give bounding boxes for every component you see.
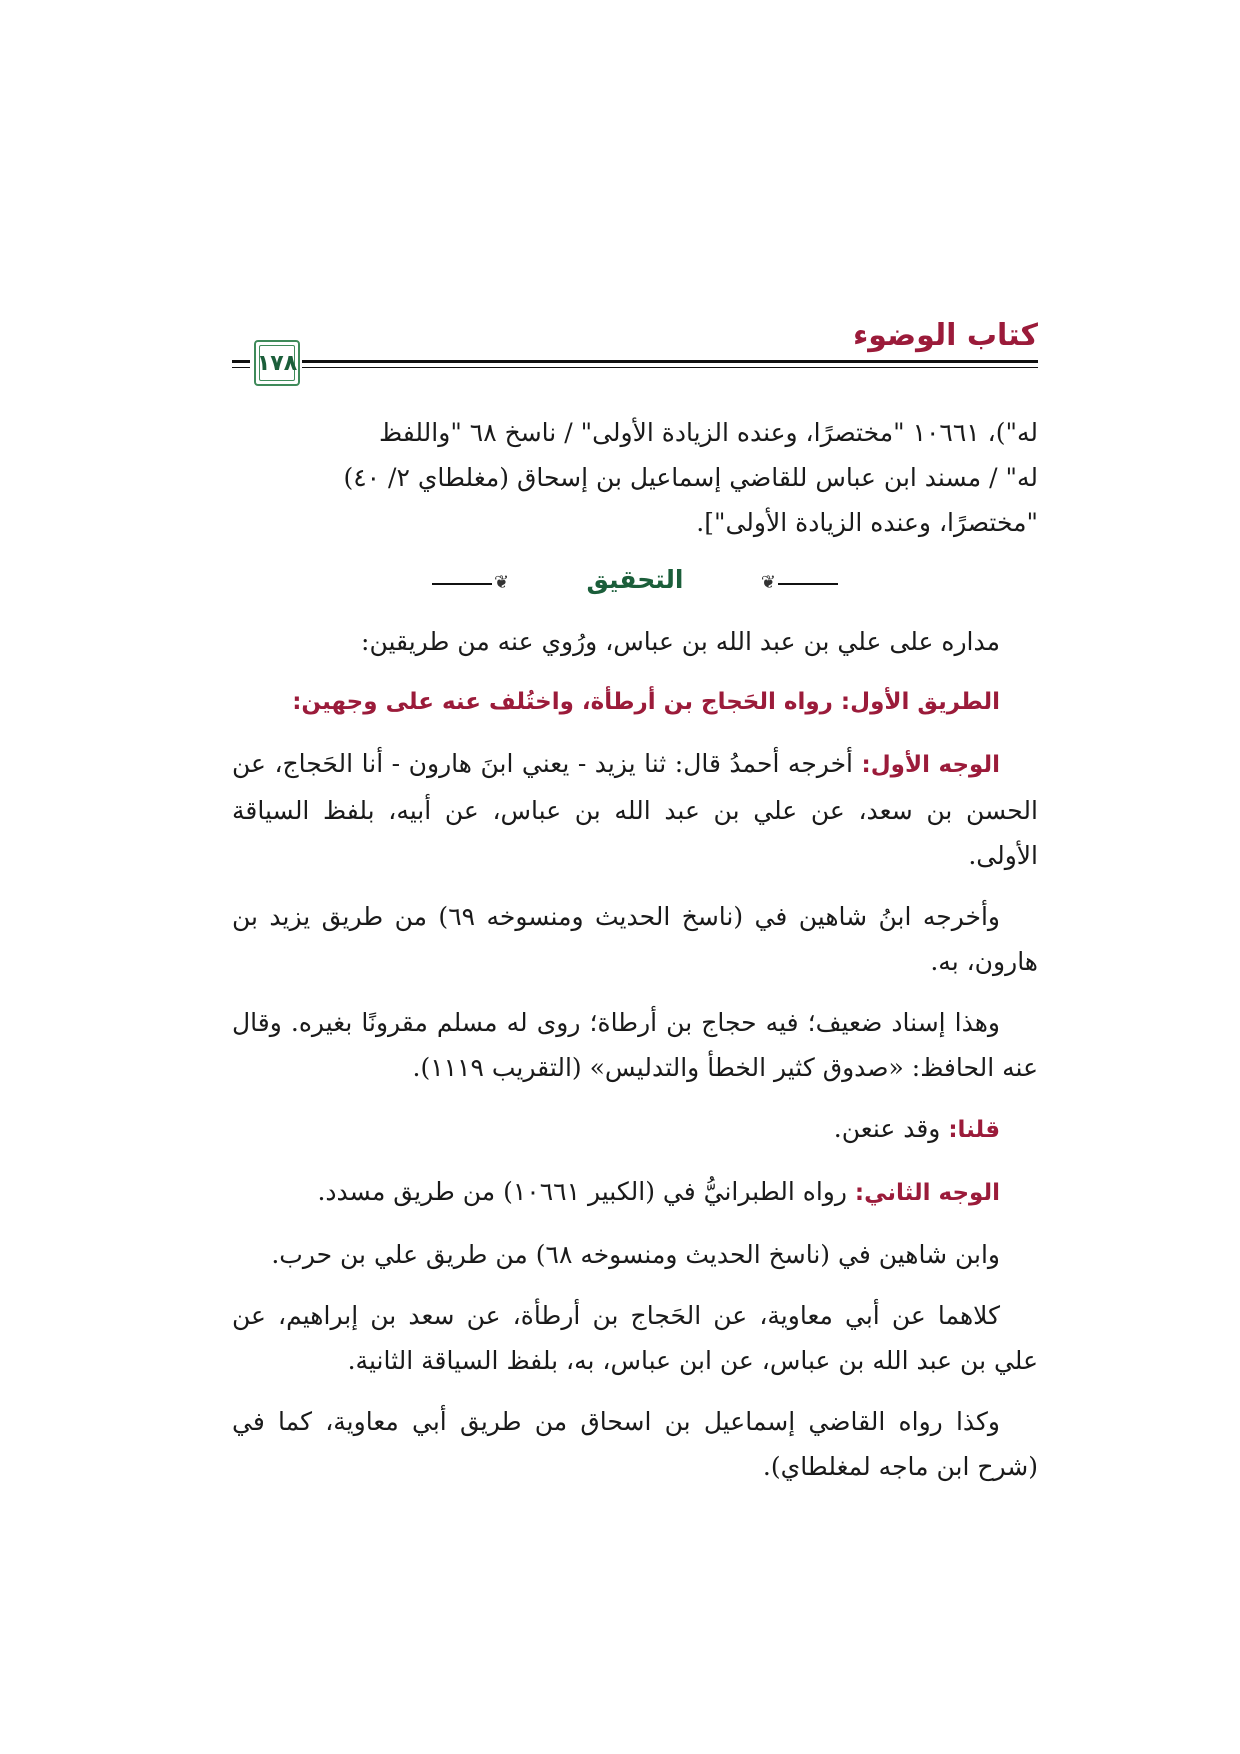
aspect-one-text: أخرجه أحمدُ قال: ثنا يزيد - يعني ابنَ هارون - أنا الحَجاج، عن الحسن بن سعد، عن علي بن عبد الله بن عباس، عن أبيه، بلفظ السياقة الأولى. [232, 749, 1038, 870]
qulna-paragraph [232, 1106, 1038, 1153]
both-narrators-paragraph: كلاهما عن أبي معاوية، عن الحَجاج بن أرطأة، عن سعد بن إبراهيم، عن علي بن عبد الله بن عباس، عن ابن عباس، به، بلفظ السياقة الثانية. [232, 1301, 1038, 1375]
page-body [232, 410, 1038, 1489]
qulna-text: وقد عنعن. [833, 1114, 949, 1143]
header-rule-thin [302, 367, 1038, 368]
weak-chain-paragraph: وهذا إسناد ضعيف؛ فيه حجاج بن أرطاة؛ روى له مسلم مقرونًا بغيره. وقال عنه الحافظ: «صدوق كثير الخطأ والتدليس» (التقريب ١١١٩). [232, 1008, 1038, 1082]
continuation-line-3: "مختصرًا، وعنده الزيادة الأولى"]. [696, 508, 1038, 537]
continuation-line-1: له")، ١٠٦٦١ "مختصرًا، وعنده الزيادة الأولى" / ناسخ ٦٨ "واللفظ [379, 418, 1038, 447]
ornament-icon: ❦ [760, 572, 776, 593]
ibn-shahin-paragraph: وأخرجه ابنُ شاهين في (ناسخ الحديث ومنسوخه ٦٩) من طريق يزيد بن هارون، به. [232, 902, 1038, 976]
ibn-shahin-second-paragraph: وابن شاهين في (ناسخ الحديث ومنسوخه ٦٨) من طريق علي بن حرب. [271, 1240, 1000, 1269]
aspect-two-paragraph [232, 1169, 1038, 1216]
header-rule-short-thick [232, 360, 250, 363]
header-rule-thick [302, 360, 1038, 363]
ornament-icon: ❦ [494, 572, 510, 593]
divider-line-right [778, 583, 838, 585]
divider-line-left [432, 583, 492, 585]
section-title: التحقيق [586, 565, 684, 594]
intro-paragraph: مداره على علي بن عبد الله بن عباس، ورُوي عنه من طريقين: [361, 627, 1000, 656]
section-divider [232, 563, 1038, 603]
first-path-heading: الطريق الأول: رواه الحَجاج بن أرطأة، واختُلف عنه على وجهين: [292, 689, 1000, 715]
page-number-badge [254, 340, 300, 386]
qadi-ismail-paragraph: وكذا رواه القاضي إسماعيل بن اسحاق من طريق أبي معاوية، كما في (شرح ابن ماجه لمغلطاي). [232, 1407, 1038, 1481]
aspect-one-label: الوجه الأول: [861, 752, 1001, 778]
qulna-label: قلنا: [948, 1117, 1000, 1143]
continuation-line-2: له" / مسند ابن عباس للقاضي إسماعيل بن إسحاق (مغلطاي ٢/ ٤٠) [343, 463, 1038, 492]
page-header [232, 310, 1038, 400]
aspect-two-text: رواه الطبرانيُّ في (الكبير ١٠٦٦١) من طريق مسدد. [317, 1177, 855, 1206]
book-title: كتاب الوضوء [852, 318, 1038, 353]
page-number: ١٧٨ [256, 350, 298, 376]
aspect-one-paragraph [232, 741, 1038, 878]
header-rule-short-thin [232, 367, 250, 368]
aspect-two-label: الوجه الثاني: [854, 1180, 1000, 1206]
